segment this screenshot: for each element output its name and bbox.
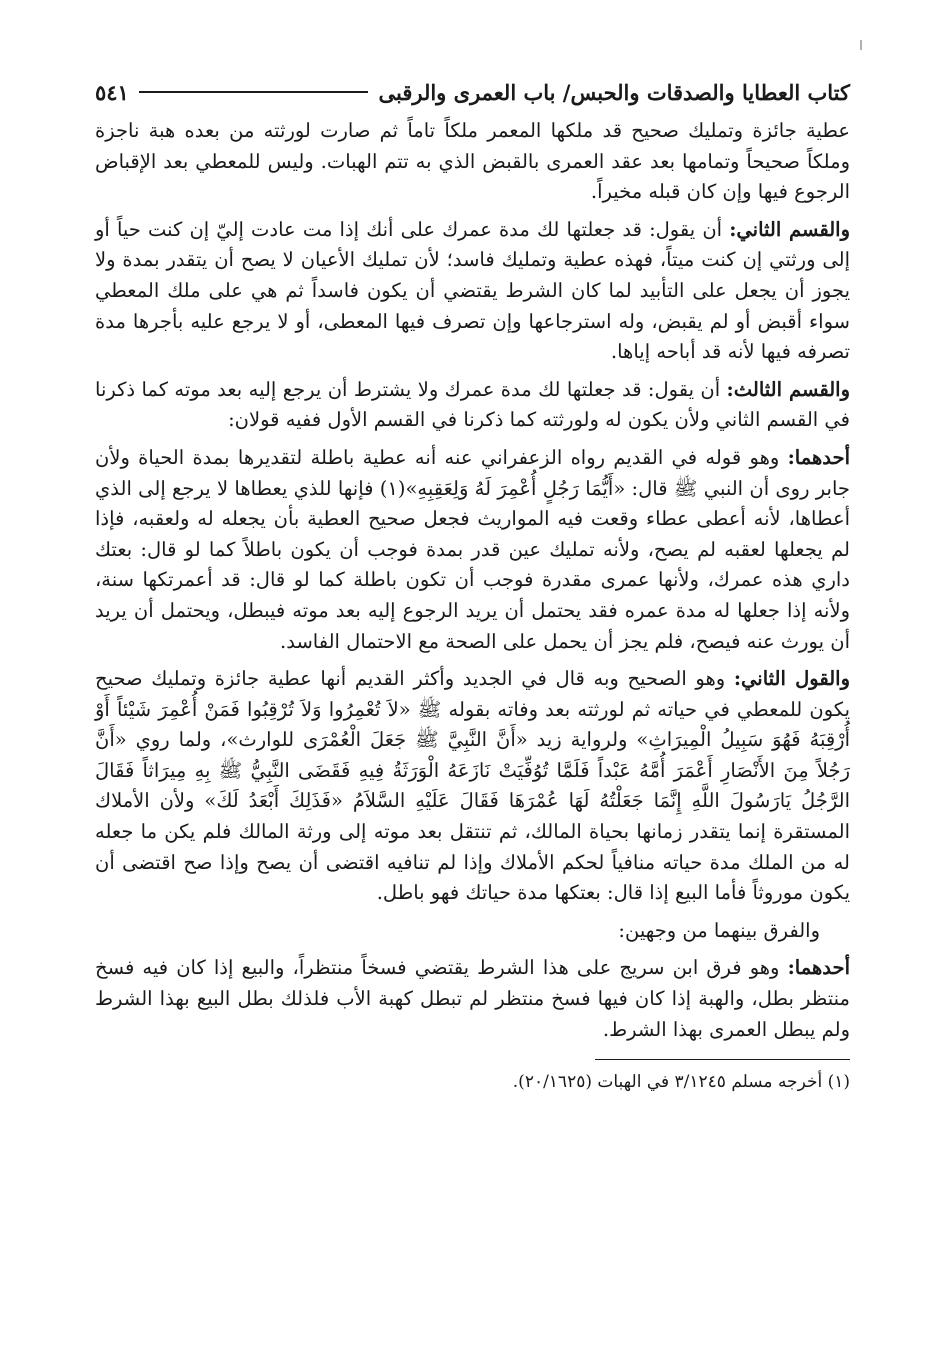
paragraph-text: وهو قوله في القديم رواه الزعفراني عنه أنه عطية باطلة لتقديرها بمدة الحياة ولأن جابر روى أن النبي ﷺ قال: «أَيُّمَا رَجُلٍ أُعْمِرَ لَهُ وَلِعَقِبِهِ»(١) فإنها للذي يعطاها لا يرجع إلى الذي أعطاها، لأنه أعطى عطاء وقعت فيه المواريث فجعل صحيح العطية بأن يجعله له ولعقبه، فإذا لم يجعلها لعقبه لم يصح، ولأنه تمليك عين قدر بمدة فوجب أن يكون باطلاً كما لو قال: بعتك داري هذه عمرك، ولأنها عمرى مقدرة فوجب أن تكون باطلة كما لو قال: قد أعمرتكها سنة، ولأنه إذا جعلها له مدة عمره فقد يحتمل أن يريد الرجوع إليه بعد موته فيبطل، ويحتمل أن يريد أن يورث عنه فيصح، فلم يجز أن يحمل على الصحة مع الاحتمال الفاسد. bbox=[95, 445, 850, 653]
header-title: كتاب العطايا والصدقات والحبس/ باب العمرى والرقبى bbox=[378, 79, 850, 105]
page bbox=[95, 72, 850, 1096]
paragraph-lead: والقسم الثالث: bbox=[726, 377, 850, 401]
paragraph-text: عطية جائزة وتمليك صحيح قد ملكها المعمر ملكاً تاماً ثم صارت لورثته من بعده هبة ناجزة وملكاً صحيحاً وتمامها بعد عقد العمرى بالقبض الذي به تتم الهبات. وليس للمعطي بعد الإقباض الرجوع فيها وإن كان قبله مخيراً. bbox=[95, 119, 850, 204]
paragraph-lead: أحدهما: bbox=[787, 445, 850, 469]
footnote: (١) أخرجه مسلم ٣/١٢٤٥ في الهبات (٢٠/١٦٢٥). bbox=[512, 1072, 850, 1093]
paragraph-third-section bbox=[95, 375, 850, 436]
paragraph-first-opinion bbox=[95, 443, 850, 657]
corner-mark bbox=[860, 40, 862, 50]
paragraph-lead: والقول الثاني: bbox=[733, 667, 851, 691]
paragraph-lead: أحدهما: bbox=[787, 956, 850, 980]
paragraph-text: وهو الصحيح وبه قال في الجديد وأكثر القديم أنها عطية جائزة وتمليك صحيح يكون للمعطي في حياته ثم لورثته بعد وفاته بقوله ﷺ «لاَ تُعْمِرُوا وَلاَ تُرْقِبُوا فَمَنْ أُعْمِرَ شَيْئاً أَوْ أُرْقِبَهُ فَهُوَ سَبِيلُ الْمِيرَاثِ» ولرواية زيد «أَنَّ النَّبِيَّ ﷺ جَعَلَ الْعُمْرَى للوارث»، ولما روي «أَنَّ رَجُلاً مِنَ الأَنْصَارِ أَعْمَرَ أُمَّهُ عَبْداً فَلَمَّا تُوُفِّيَتْ نَازَعَهُ الْوَرَثَةُ فِيهِ فَقَضَى النَّبِيُّ ﷺ بِهِ مِيرَاثاً فَقَالَ الرَّجُلُ يَارَسُولَ اللَّهِ إِنَّمَا جَعَلْتُهُ لَهَا عُمْرَهَا فَقَالَ عَلَيْهِ السَّلاَمُ «فَذَلِكَ أَبْعَدُ لَكَ» ولأن الأملاك المستقرة إنما يتقدر زمانها بحياة المالك، ثم تنتقل بعد موته إلى ورثة المالك فلم يكن ما جعله له من الملك مدة حياته منافياً لحكم الأملاك وإذا لم تنافيه اقتضى أن يصح وإذا صح اقتضى أن يكون موروثاً فأما البيع إذا قال: بعتكها مدة حياتك فهو باطل. bbox=[95, 667, 850, 905]
paragraph-continuation bbox=[95, 116, 850, 208]
paragraph-second-section bbox=[95, 215, 850, 368]
paragraph-second-opinion bbox=[95, 664, 850, 909]
page-number: ٥٤١ bbox=[95, 79, 129, 105]
header-rule bbox=[139, 91, 369, 93]
paragraph-text: وهو فرق ابن سريج على هذا الشرط يقتضي فسخاً منتظراً، والبيع إذا كان فيه فسخ منتظر بطل، والهبة إذا كان فيها فسخ منتظر لم تبطل كهبة الأب فلذلك بطل البيع بهذا الشرط ولم يبطل العمرى بهذا الشرط. bbox=[95, 956, 850, 1041]
paragraph-text: والفرق بينهما من وجهين: bbox=[618, 918, 820, 942]
paragraph-text: أن يقول: قد جعلتها لك مدة عمرك ولا يشترط أن يرجع إليه بعد موته كما ذكرنا في القسم الثاني ولأن يكون له ولورثته كما ذكرنا في القسم الأول ففيه قولان: bbox=[95, 377, 850, 432]
paragraph-lead: والقسم الثاني: bbox=[729, 217, 850, 241]
paragraph-text: أن يقول: قد جعلتها لك مدة عمرك على أنك إذا مت عادت إليّ إن كنت حياً أو إلى ورثتي إن كنت ميتاً، فهذه عطية وتمليك فاسد؛ لأن تمليك الأعيان لا يصح أن يتقدر بمدة ولا يجوز أن يجعل على التأبيد لما كان الشرط يقتضي أن يكون فاسداً ثم هي على ملك المعطي سواء أقبض أو لم يقبض، وله استرجاعها وإن تصرف فيها المعطى، أو لا يرجع عليه بأجرها مدة تصرفه فيها لأنه قد أباحه إياها. bbox=[95, 217, 850, 364]
paragraph-first-difference bbox=[95, 953, 850, 1045]
paragraph-difference-intro bbox=[95, 916, 850, 947]
running-header bbox=[95, 72, 850, 112]
footnote-rule bbox=[595, 1059, 850, 1060]
